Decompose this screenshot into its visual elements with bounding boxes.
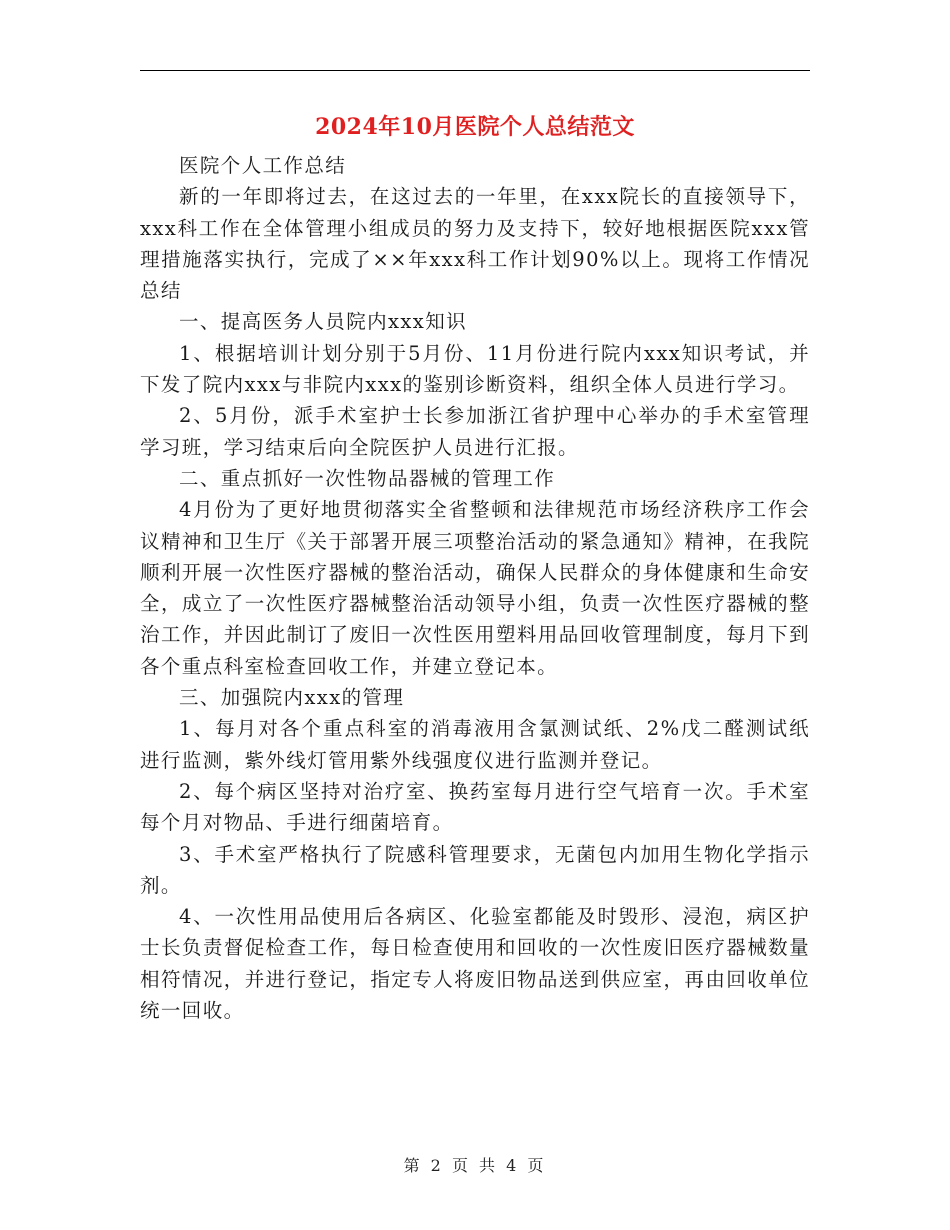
section-heading: 一、提高医务人员院内xxx知识 [179,310,467,334]
paragraph: 1、每月对各个重点科室的消毒液用含氯测试纸、2%戊二醛测试纸进行监测，紫外线灯管用紫外线强度仪进行监测并登记。 [140,717,810,772]
paragraph: 2、5月份，派手术室护士长参加浙江省护理中心举办的手术室管理学习班，学习结束后向全院医护人员进行汇报。 [140,404,810,459]
paragraph: 3、手术室严格执行了院感科管理要求，无菌包内加用生物化学指示剂。 [140,842,810,897]
page-footer: 第 2 页 共 4 页 [403,1156,547,1175]
paragraph: 新的一年即将过去，在这过去的一年里，在xxx院长的直接领导下，xxx科工作在全体管理小组成员的努力及支持下，较好地根据医院xxx管理措施落实执行，完成了××年xxx科工作计划90%以上。现将工作情况总结 [140,185,810,303]
paragraph: 4、一次性用品使用后各病区、化验室都能及时毁形、浸泡，病区护士长负责督促检查工作，每日检查使用和回收的一次性废旧医疗器械数量相符情况，并进行登记，指定专人将废旧物品送到供应室，再由回收单位统一回收。 [140,905,810,1023]
document-title: 2024年10月医院个人总结范文 [315,114,635,140]
section-heading: 二、重点抓好一次性物品器械的管理工作 [179,466,556,490]
paragraph: 4月份为了更好地贯彻落实全省整顿和法律规范市场经济秩序工作会议精神和卫生厅《关于部署开展三项整治活动的紧急通知》精神，在我院顺利开展一次性医疗器械的整治活动，确保人民群众的身体健康和生命安全，成立了一次性医疗器械整治活动领导小组，负责一次性医疗器械的整治工作，并因此制订了废旧一次性医用塑料用品回收管理制度，每月下到各个重点科室检查回收工作，并建立登记本。 [140,498,810,678]
paragraph: 2、每个病区坚持对治疗室、换药室每月进行空气培育一次。手术室每个月对物品、手进行细菌培育。 [140,779,810,835]
header-rule [140,70,810,71]
paragraph: 1、根据培训计划分别于5月份、11月份进行院内xxx知识考试，并下发了院内xxx与非院内xxx的鉴别诊断资料，组织全体人员进行学习。 [140,341,810,397]
document-body [140,150,810,1026]
section-heading: 三、加强院内xxx的管理 [179,686,405,710]
paragraph: 医院个人工作总结 [179,154,347,177]
